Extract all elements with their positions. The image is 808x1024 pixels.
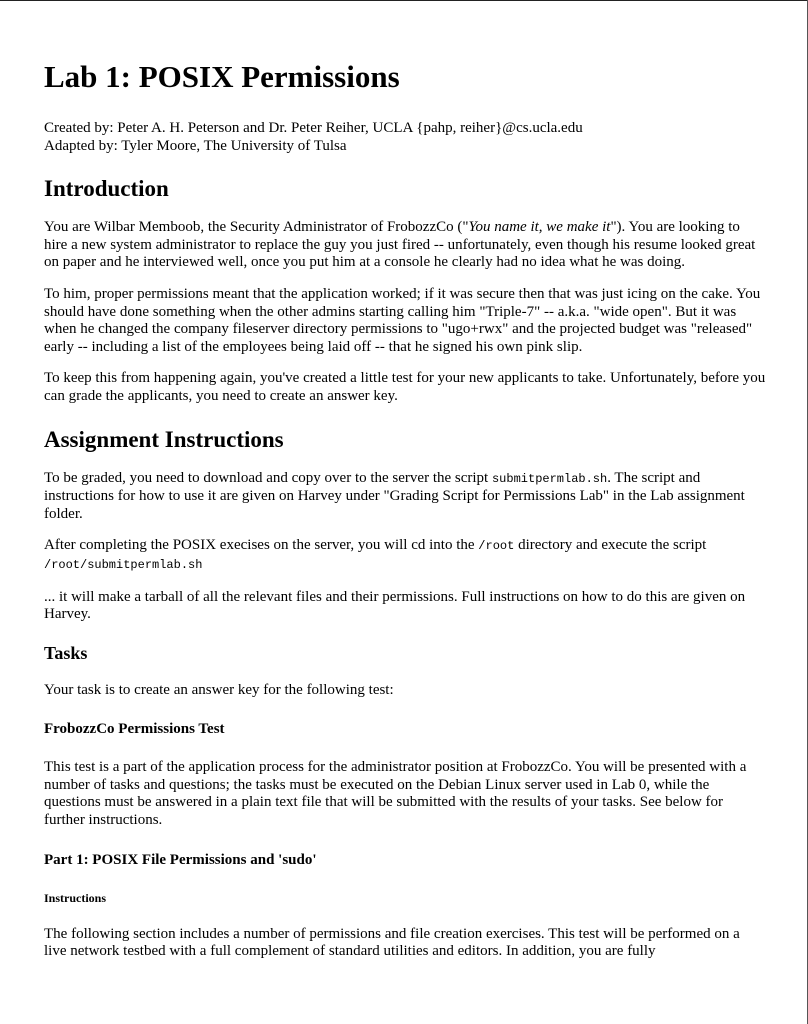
intro-paragraph-1: You are Wilbar Memboob, the Security Administrator of FrobozzCo ("You name it, we make it"). You are looking to hire a new system administrator to replace the guy you just fired -- unfortunately, even though his resume looked great on paper and he interviewed well, once you put him at a console he clearly had no idea what he was doing. bbox=[44, 219, 756, 271]
script-name: submitpermlab.sh bbox=[491, 471, 608, 486]
credits bbox=[44, 120, 766, 155]
created-by: Created by: Peter A. H. Peterson and Dr. Peter Reiher, UCLA {pahp, reiher}@cs.ucla.edu bbox=[44, 120, 583, 136]
instructions-paragraph: The following section includes a number of permissions and file creation exercises. This test will be performed on a live network testbed with a full complement of standard utilities and editors. In addition, you are fully bbox=[44, 925, 740, 960]
test-paragraph: This test is a part of the application process for the administrator position at FrobozzCo. You will be presented with a number of tasks and questions; the tasks must be executed on the Debian Linux server used in Lab 0, while the questions must be answered in a plain text file that will be submitted with the results of your tasks. See below for further instructions. bbox=[44, 759, 747, 829]
assignment-paragraph-1: To be graded, you need to download and copy over to the server the script submitpermlab.sh. The script and instructions for how to use it are given on Harvey under "Grading Script for Permissions Lab" in the Lab assignment folder. bbox=[44, 469, 745, 522]
introduction-heading: Introduction bbox=[44, 176, 169, 202]
tasks-heading: Tasks bbox=[44, 642, 88, 663]
assignment-heading: Assignment Instructions bbox=[44, 426, 284, 452]
part1-heading: Part 1: POSIX File Permissions and 'sudo' bbox=[44, 851, 317, 868]
window-top-border bbox=[0, 0, 808, 1]
company-slogan: You name it, we make it bbox=[468, 219, 611, 236]
root-dir: /root bbox=[478, 539, 515, 554]
intro-paragraph-2: To him, proper permissions meant that the application worked; if it was secure then that was just icing on the cake. You should have done something when the other admins starting calling him "Triple-7" -- a.k.a. "wide open". But it was when he changed the company fileserver directory permissions to "ugo+rwx" and the projected budget was "released" early -- including a list of the employees being laid off -- that he signed his own pink slip. bbox=[44, 285, 761, 355]
tasks-paragraph: Your task is to create an answer key for the following test: bbox=[44, 681, 394, 698]
adapted-by: Adapted by: Tyler Moore, The University of Tulsa bbox=[44, 137, 347, 154]
instructions-heading: Instructions bbox=[44, 890, 107, 905]
assignment-paragraph-2: After completing the POSIX execises on the server, you will cd into the /root directory and execute the script /root/submitpermlab.sh bbox=[44, 537, 707, 572]
document-page bbox=[44, 58, 766, 975]
intro-paragraph-3: To keep this from happening again, you've created a little test for your new applicants to take. Unfortunately, before you can grade the applicants, you need to create an answer key. bbox=[44, 370, 766, 404]
page-title: Lab 1: POSIX Permissions bbox=[44, 59, 400, 94]
assignment-paragraph-3: ... it will make a tarball of all the relevant files and their permissions. Full instructions on how to do this are given on Harvey. bbox=[44, 588, 746, 623]
script-path: /root/submitpermlab.sh bbox=[44, 557, 203, 572]
test-heading: FrobozzCo Permissions Test bbox=[44, 721, 225, 738]
